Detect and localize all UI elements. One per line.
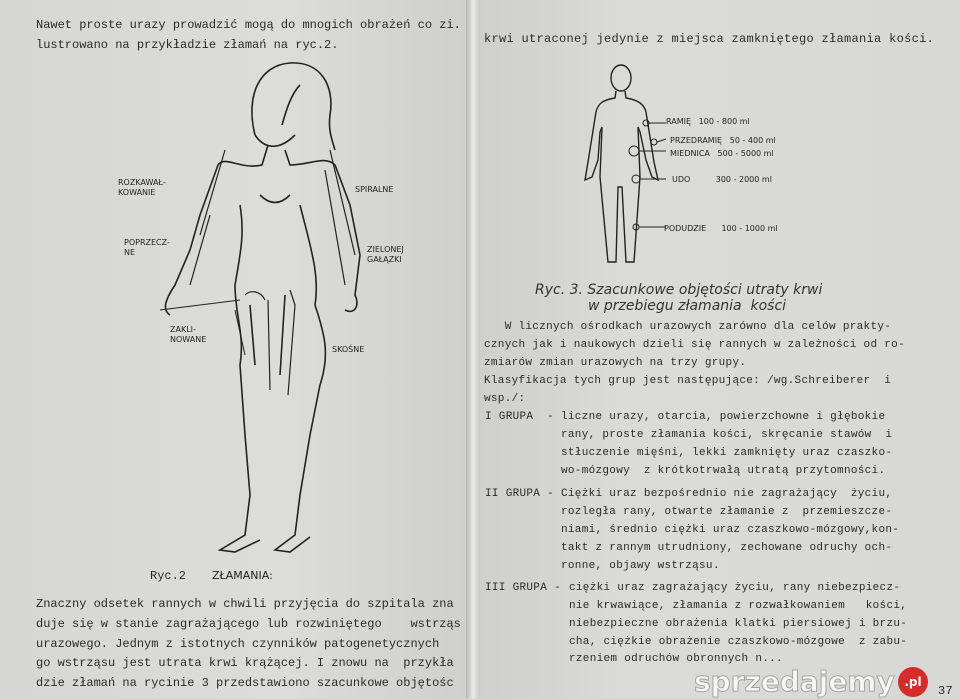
intro-line: Nawet proste urazy prowadzić mogą do mnogich obrażeń co zi. [36,18,461,32]
page-number: 37 [938,684,954,698]
body-line: zmiarów zmian urazowych na trzy grupy. [484,357,747,369]
body-line: W licznych ośrodkach urazowych zarówno dla celów prakty- [484,321,892,333]
watermark-text: sprzedajemy [694,665,895,698]
label-zaklinowane: ZAKLI- NOWANE [170,325,207,344]
group-2-line: ronne, objawy wstrząsu. [561,560,720,572]
intro-line: lustrowano na przykładzie złamań na ryc.2. [36,38,339,52]
injury-markers [620,115,670,275]
label-spiralne: SPIRALNE [355,185,394,194]
group-3-line: nie krwawiące, złamania z rozwałkowaniem kości, [569,600,908,612]
body-line: dzie złamań na rycinie 3 przedstawiono szacunkowe objętośc [36,676,454,690]
label-ramie: RAMIĘ 100 - 800 ml [666,117,750,126]
label-miednica: MIEDNICA 500 - 5000 ml [670,149,774,158]
group-1-line: liczne urazy, otarcia, powierzchowne i głębokie [561,411,886,423]
label-podudzie: PODUDZIE 100 - 1000 ml [664,224,778,233]
group-1-line: stłuczenie mięśni, lekki zamknięty uraz czaszko- [561,447,893,459]
body-line: urazowego. Jednym z istotnych czynników patogenetycznych [36,637,440,651]
body-line: Znaczny odsetek rannych w chwili przyjęcia do szpitala zna [36,597,454,611]
group-1-line: wo-mózgowy z krótkotrwałą utratą przytomności. [561,465,886,477]
group-2-line: takt z rannym utrudniony, zechowane odruchy och- [561,542,893,554]
book-gutter [466,0,480,699]
group-3-line: niebezpieczne obrażenia klatki piersiowej i brzu- [569,618,908,630]
group-2-line: niami, średnio ciężki uraz czaszkowo-mózgowy,kon- [561,524,900,536]
group-3-line: ciężki uraz zagrażający życiu, rany niebezpiecz- [569,582,901,594]
group-3-line: rzeniem odruchów obronnych n... [569,653,783,665]
group-1-line: rany, proste złamania kości, skręcanie stawów i [561,429,893,441]
figure-2-caption-title: ZŁAMANIA: [212,569,273,582]
group-3-line: cha, ciężkie obrażenie czaszkowo-mózgowe z zabu- [569,636,908,648]
group-2-line: Ciężki uraz bezpośrednio nie zagrażający życiu, [561,488,893,500]
body-line: duje się w stanie zagrażającego lub rozwiniętego wstrząs [36,617,461,631]
group-1-label: I GRUPA - [485,411,555,423]
label-udo: UDO 300 - 2000 ml [672,175,772,184]
label-rozkawalkowane: ROZKAWAŁ- KOWANIE [118,178,166,197]
body-line: wsp./: [484,393,526,405]
body-line: cznych jak i naukowych dzieli się rannych w zależności od ro- [484,339,905,351]
figure-2-caption-ref: Ryc.2 [150,569,187,583]
group-2-label: II GRUPA - [485,488,555,500]
label-przedramie: PRZEDRAMIĘ 50 - 400 ml [670,136,776,145]
figure-3-caption: Ryc. 3. Szacunkowe objętości utraty krwi [535,282,823,298]
label-poprzeczne: POPRZECZ- NE [124,238,170,257]
label-skosne: SKOŚNE [332,345,365,354]
body-line: go wstrząsu jest utrata krwi krążącej. I znowu na przykła [36,656,454,670]
body-line: Klasyfikacja tych grup jest następujące: /wg.Schreiberer i [484,375,892,387]
group-2-line: rozległa rany, otwarte złamanie z przemieszcze- [561,506,893,518]
watermark-badge: .pl [898,667,928,697]
fracture-figure-illustration [150,55,420,560]
top-line: krwi utraconej jedynie z miejsca zamkniętego złamania kości. [484,32,935,46]
label-zielonej-galazki: ZIELONEJ GAŁĄZKI [367,245,404,264]
group-3-label: III GRUPA - [485,582,561,594]
figure-3-caption: w przebiegu złamania kości [588,298,787,314]
